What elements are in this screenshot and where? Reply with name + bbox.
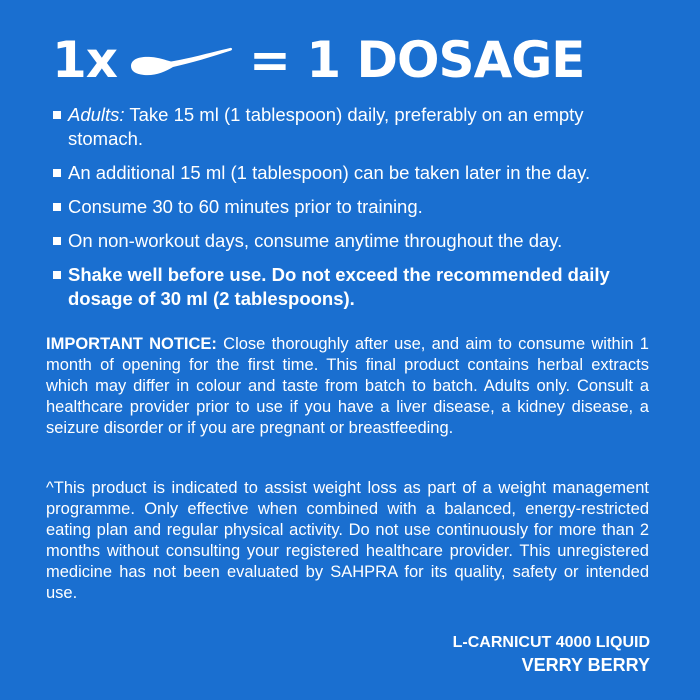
dosage-header <box>52 28 584 92</box>
bullet-text: Shake well before use. Do not exceed the recommended daily dosage of 30 ml (2 tablespoons). <box>68 264 610 309</box>
notice-label: IMPORTANT NOTICE: <box>46 335 217 353</box>
bullet-square-icon <box>53 169 61 177</box>
product-footer <box>453 632 650 676</box>
dosage-quantity: 1x <box>52 31 118 89</box>
bullet-text: Take 15 ml (1 tablespoon) daily, preferably on an empty stomach. <box>68 104 584 149</box>
bullet-text: Consume 30 to 60 minutes prior to training. <box>68 196 423 217</box>
list-item <box>52 161 657 185</box>
list-item <box>52 229 657 253</box>
spoon-icon <box>129 46 233 80</box>
bullet-text: An additional 15 ml (1 tablespoon) can be taken later in the day. <box>68 162 591 183</box>
bullet-lead: Adults: <box>68 104 125 125</box>
bullet-square-icon <box>53 203 61 211</box>
bullet-square-icon <box>53 111 61 119</box>
product-name: L-CARNICUT 4000 LIQUID <box>452 634 650 651</box>
bullet-square-icon <box>53 237 61 245</box>
notice-text: Close thoroughly after use, and aim to consume within 1 month of opening for the first time. This final product contains herbal extracts which may differ in colour and taste from batch to batch. Adults only. Consult a healthcare provider prior to use if you have a liver disease, a kidney disease, a seizure disorder or if you are pregnant or breastfeeding. <box>46 335 649 437</box>
dosage-equals-text: = 1 DOSAGE <box>249 31 585 89</box>
directions-list <box>52 103 657 321</box>
disclaimer-text: ^This product is indicated to assist weight loss as part of a weight management programme. Only effective when combined with a balanced, energy-restricted eating plan and regular physical activity. Do not use continuously for more than 2 months without consulting your registered healthcare provider. This unregistered medicine has not been evaluated by SAHPRA for its quality, safety or intended use. <box>46 479 649 602</box>
important-notice <box>46 334 649 439</box>
list-item <box>52 263 657 311</box>
product-flavour: VERRY BERRY <box>521 655 650 675</box>
list-item <box>52 103 657 151</box>
list-item <box>52 195 657 219</box>
bullet-square-icon <box>53 271 61 279</box>
bullet-text: On non-workout days, consume anytime throughout the day. <box>68 230 563 251</box>
